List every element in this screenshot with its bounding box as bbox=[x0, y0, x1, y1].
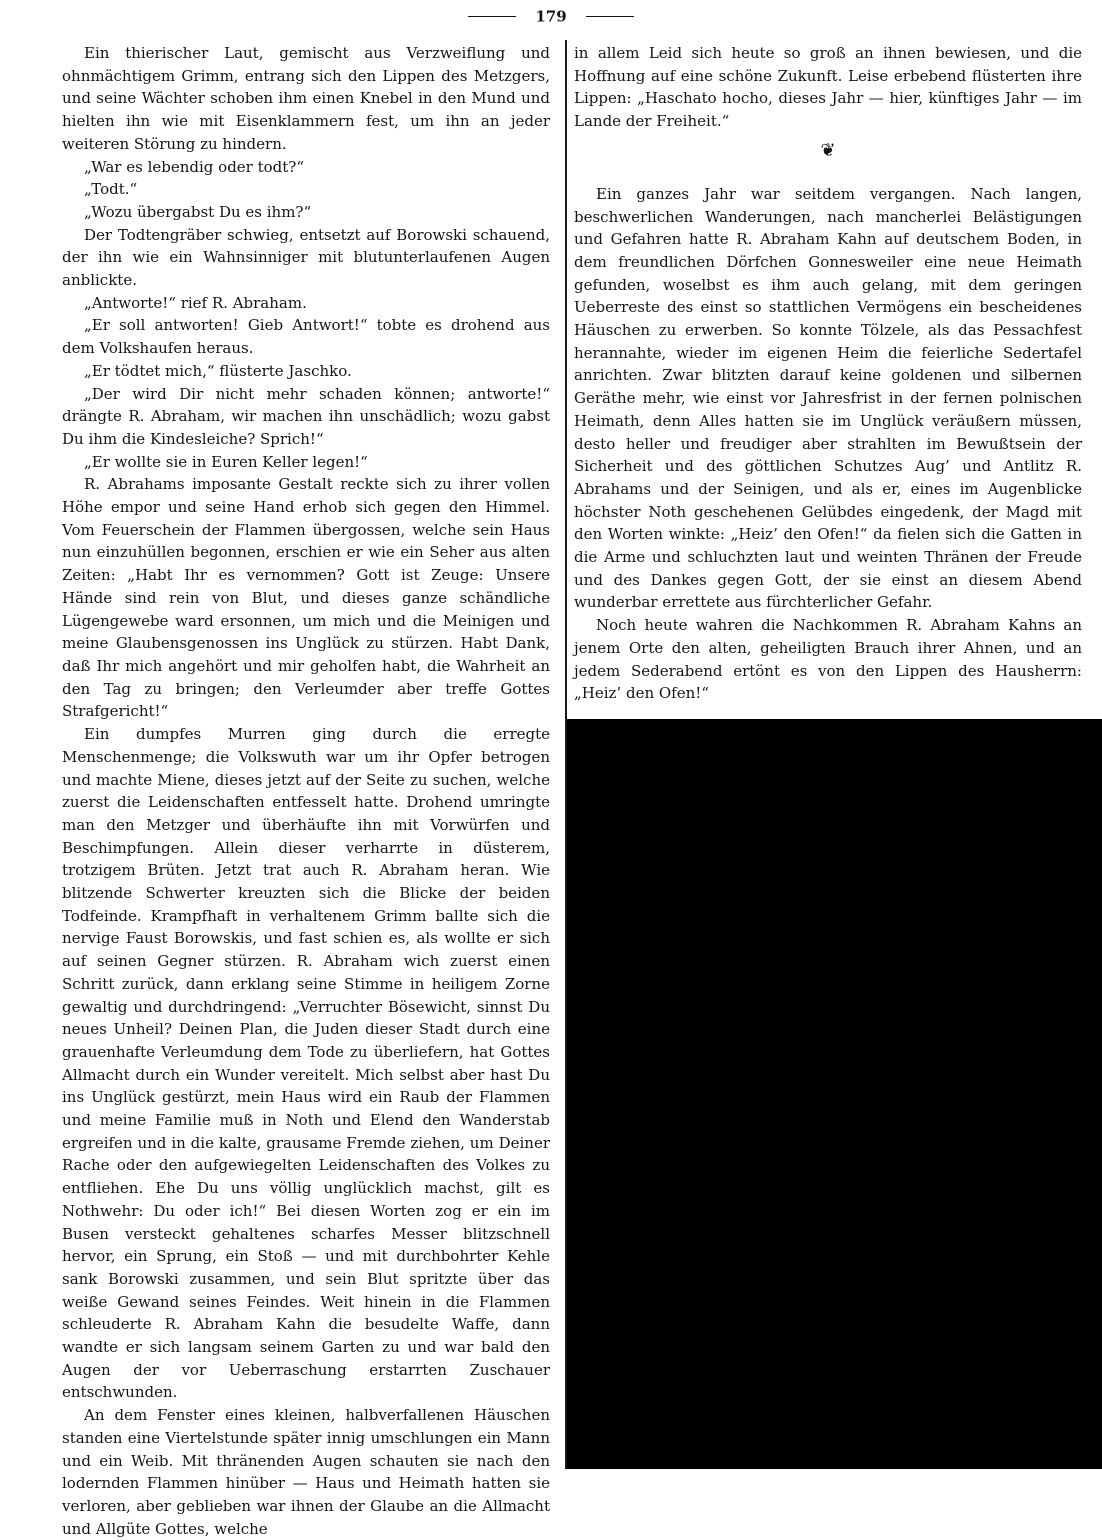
paragraph: Der Todtengräber schwieg, entsetzt auf Borowski schauend, der ihn wie ein Wahnsinniger mit blutunterlaufenen Augen anblickte. bbox=[62, 225, 550, 290]
paragraph: Ein thierischer Laut, gemischt aus Verzweiflung und ohnmächtigem Grimm, entrang sich den Lippen des Metzgers, und seine Wächter schoben ihm einen Knebel in den Mund und hielten ihn wie mit Eisenklammern fest, um ihn an jeder weiteren Störung zu hindern. bbox=[62, 44, 550, 153]
page-number: 179 bbox=[535, 7, 567, 26]
paragraph: „Todt.“ bbox=[84, 180, 138, 199]
header-rule-left bbox=[468, 16, 516, 17]
paragraph: Ein dumpfes Murren ging durch die erregte Menschenmenge; die Volkswuth war um ihr Opfer betrogen und machte Miene, dieses jetzt auf der Seite zu suchen, welche zuerst die Leidenschaften entfesselt hatte. Drohend umringte man den Metzger und überhäufte ihn mit Vorwürfen und Beschimpfungen. Allein dieser verharrte in düsterem, trotzigem Brüten. Jetzt trat auch R. Abraham heran. Wie blitzende Schwerter kreuzten sich die Blicke der beiden Todfeinde. Krampfhaft in verhaltenem Grimm ballte sich die nervige Faust Borowskis, und fast schien es, als wollte er sich auf seinen Gegner stürzen. R. Abraham wich zuerst einen Schritt zurück, dann erklang seine Stimme in heiligem Zorne gewaltig und durchdringend: „Verruchter Bösewicht, sinnst Du neues Unheil? Deinen Plan, die Juden dieser Stadt durch eine grauenhafte Verleumdung dem Tode zu überliefern, hat Gottes Allmacht durch ein Wunder vereitelt. Mich selbst aber hast Du ins Unglück gestürzt, mein Haus wird ein Raub der Flammen und meine Familie muß in Noth und Elend den Wanderstab ergreifen und in die kalte, grausame Fremde ziehen, um Deiner Rache oder den aufgewiegelten Leidenschaften des Volkes zu entfliehen. Ehe Du uns völlig unglücklich machst, gilt es Nothwehr: Du oder ich!“ Bei diesen Worten zog er ein im Busen versteckt gehaltenes scharfes Messer blitzschnell hervor, ein Sprung, ein Stoß — und mit durchbohrter Kehle sank Borowski zusammen, und sein Blut spritzte über das weiße Gewand seines Feindes. Weit hinein in die Flammen schleuderte R. Abraham Kahn die besudelte Waffe, dann wandte er sich langsam seinem Garten zu und war bald den Augen der vor Ueberraschung erstarrten Zuschauer entschwunden. bbox=[62, 725, 550, 1402]
paragraph: „Wozu übergabst Du es ihm?“ bbox=[84, 202, 312, 221]
paragraph: An dem Fenster eines kleinen, halbverfallenen Häuschen standen eine Viertelstunde später innig umschlungen ein Mann und ein Weib. Mit thränenden Augen schauten sie nach den lodernden Flammen hinüber — Haus und Heimath hatten sie verloren, aber geblieben war ihnen der Glaube an die Allmacht und Allgüte Gottes, welche bbox=[62, 1406, 550, 1538]
paragraph: „Antworte!“ rief R. Abraham. bbox=[84, 293, 307, 312]
paragraph: „Der wird Dir nicht mehr schaden können; antworte!“ drängte R. Abraham, wir machen ihn unschädlich; wozu gabst Du ihm die Kindesleiche? Sprich!“ bbox=[62, 384, 550, 448]
left-column bbox=[62, 42, 550, 1540]
header-rule-right bbox=[586, 16, 634, 17]
paragraph: Noch heute wahren die Nachkommen R. Abraham Kahns an jenem Orte den alten, geheiligten Brauch ihrer Ahnen, und an jedem Sederabend ertönt es von den Lippen des Hausherrn: „Heiz’ den Ofen!“ bbox=[574, 616, 1082, 703]
paragraph: „Er wollte sie in Euren Keller legen!“ bbox=[84, 452, 368, 471]
paragraph: Ein ganzes Jahr war seitdem vergangen. Nach langen, beschwerlichen Wanderungen, nach mancherlei Belästigungen und Gefahren hatte R. Abraham Kahn auf deutschem Boden, in dem freundlichen Dörfchen Gonnesweiler eine neue Heimath gefunden, woselbst es ihm auch gelang, mit dem geringen Ueberreste des einst so stattlichen Vermögens ein bescheidenes Häuschen zu erwerben. So konnte Tölzele, als das Pessachfest herannahte, wieder im eigenen Heim die feierliche Sedertafel anrichten. Zwar blitzten darauf keine goldenen und silbernen Geräthe mehr, wie einst vor Jahresfrist in der fernen polnischen Heimath, denn Alles hatten sie im Unglück veräußern müssen, desto heller und freudiger aber strahlten im Bewußtsein der Sicherheit und des göttlichen Schutzes Aug’ und Antlitz R. Abrahams und der Seinigen, und als er, eines im Augenblicke höchster Noth geschehenen Gelübdes eingedenk, der Magd mit den Worten winkte: „Heiz’ den Ofen!“ da fielen sich die Gatten in die Arme und schluchzten laut und weinten Thränen der Freude und des Dankes gegen Gott, der sie einst an diesem Abend wunderbar errettete aus fürchterlicher Gefahr. bbox=[574, 184, 1082, 612]
paragraph: „Er soll antworten! Gieb Antwort!“ tobte es drohend aus dem Volkshaufen heraus. bbox=[62, 316, 550, 358]
page-header bbox=[0, 6, 1102, 30]
right-column bbox=[574, 42, 1082, 737]
paragraph: R. Abrahams imposante Gestalt reckte sich zu ihrer vollen Höhe empor und seine Hand erhob sich gegen den Himmel. Vom Feuerschein der Flammen übergossen, welche sein Haus nun einzuhüllen begonnen, erschien er wie ein Seher aus alten Zeiten: „Habt Ihr es vernommen? Gott ist Zeuge: Unsere Hände sind rein von Blut, und dieses ganze schändliche Lügengewebe ward ersonnen, um mich und die Meinigen und meine Glaubensgenossen ins Unglück zu stürzen. Habt Dank, daß Ihr mich angehört und mir geholfen habt, die Wahrheit an den Tag zu bringen; den Verleumder aber treffe Gottes Strafgericht!“ bbox=[62, 475, 550, 721]
paragraph-continuation: in allem Leid sich heute so groß an ihnen bewiesen, und die Hoffnung auf eine schöne Zukunft. Leise erbebend flüsterten ihre Lippen: „Haschato hocho, dieses Jahr — hier, künftiges Jahr — im Lande der Freiheit.“ bbox=[574, 44, 1082, 131]
paragraph: „Er tödtet mich,“ flüsterte Jaschko. bbox=[84, 361, 352, 380]
paragraph: „War es lebendig oder todt?“ bbox=[84, 157, 305, 176]
redaction-block bbox=[567, 719, 1102, 1469]
fleuron-icon: ❦ bbox=[820, 139, 836, 161]
